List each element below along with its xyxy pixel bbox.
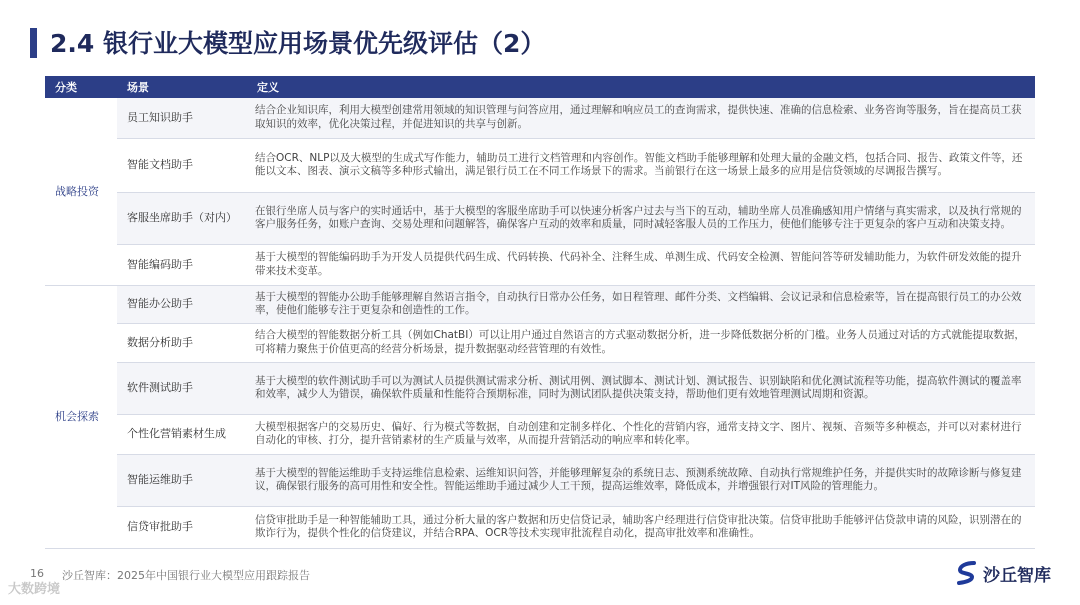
brand-logo [956,560,1051,586]
table-row [45,414,1035,454]
header-scene: 场景 [117,76,247,98]
brand-name: 沙丘智库 [983,565,1051,586]
definition-cell: 结合大模型的智能数据分析工具（例如ChatBI）可以让用户通过自然语言的方式驱动数据分析，进一步降低数据分析的门槛。业务人员通过对话的方式就能提取数据，可将精力聚焦于价值更高的经营分析场景，提升数据驱动经营管理的有效性。 [247,323,1035,362]
source-note: 沙丘智库：2025年中国银行业大模型应用跟踪报告 [62,569,310,582]
table-row [45,506,1035,548]
definition-cell: 基于大模型的软件测试助手可以为测试人员提供测试需求分析、测试用例、测试脚本、测试计划、测试报告、识别缺陷和优化测试流程等功能，提高软件测试的覆盖率和效率，减少人为错误，确保软件质量和性能符合预期标准，同时为测试团队提供决策支持，帮助他们更有效地管理测试周期和资源。 [247,362,1035,414]
category-exploration: 机会探索 [45,285,117,548]
definition-cell: 大模型根据客户的交易历史、偏好、行为模式等数据，自动创建和定制多样化、个性化的营销内容，通常支持文字、图片、视频、音频等多种模态，并可以对素材进行自动化的审核、打分，提升营销素材的生产质量与效率，从而提升营销活动的响应率和转化率。 [247,414,1035,454]
watermark: 大数跨境 [8,582,61,597]
scene-cell: 软件测试助手 [117,362,247,414]
table-row [45,454,1035,506]
shaqiu-logo-icon [956,560,978,586]
table-row [45,192,1035,244]
definition-cell: 基于大模型的智能办公助手能够理解自然语言指令，自动执行日常办公任务，如日程管理、邮件分类、文档编辑、会议记录和信息检索等，旨在提高银行员工的办公效率，使他们能够专注于更复杂和创造性的工作。 [247,285,1035,323]
category-strategic: 战略投资 [45,98,117,285]
scene-cell: 智能办公助手 [117,285,247,323]
scenario-table [45,76,1035,549]
page-title: 2.4 银行业大模型应用场景优先级评估（2） [50,29,546,58]
definition-cell: 基于大模型的智能编码助手为开发人员提供代码生成、代码转换、代码补全、注释生成、单测生成、代码安全检测、智能问答等研发辅助能力，为软件研发效能的提升带来技术变革。 [247,244,1035,285]
page-number: 16 [30,567,44,580]
definition-cell: 基于大模型的智能运维助手支持运维信息检索、运维知识问答，并能够理解复杂的系统日志、预测系统故障、自动执行常规维护任务，并提供实时的故障诊断与修复建议，确保银行服务的高可用性和安全性。智能运维助手通过减少人工干预，提高运维效率，降低成本，并增强银行对IT风险的管理能力。 [247,454,1035,506]
table-row [45,138,1035,192]
scene-cell: 信贷审批助手 [117,506,247,548]
table-row [45,323,1035,362]
table-row [45,244,1035,285]
scene-cell: 个性化营销素材生成 [117,414,247,454]
scene-cell: 智能运维助手 [117,454,247,506]
definition-cell: 结合企业知识库，利用大模型创建常用领域的知识管理与问答应用，通过理解和响应员工的查询需求，提供快速、准确的信息检索、业务咨询等服务，旨在提高员工获取知识的效率，优化决策过程，并促进知识的共享与创新。 [247,98,1035,138]
table-row [45,285,1035,323]
definition-cell: 信贷审批助手是一种智能辅助工具，通过分析大量的客户数据和历史信贷记录，辅助客户经理进行信贷审批决策。信贷审批助手能够评估贷款申请的风险，识别潜在的欺诈行为，提供个性化的信贷建议，并结合RPA、OCR等技术实现审批流程自动化，提高审批效率和准确性。 [247,506,1035,548]
scene-cell: 智能文档助手 [117,138,247,192]
header-category: 分类 [45,76,117,98]
definition-cell: 结合OCR、NLP以及大模型的生成式写作能力，辅助员工进行文档管理和内容创作。智能文档助手能够理解和处理大量的金融文档，包括合同、报告、政策文件等，还能以文本、图表、演示文稿等多种形式输出，满足银行员工在不同工作场景下的需求。当前银行在这一场景上最多的应用是信贷领域的尽调报告撰写。 [247,138,1035,192]
scene-cell: 数据分析助手 [117,323,247,362]
title-accent-bar [30,28,37,58]
table-row [45,362,1035,414]
table-header-row [45,76,1035,98]
scene-cell: 客服坐席助手（对内） [117,192,247,244]
table-row [45,98,1035,138]
definition-cell: 在银行坐席人员与客户的实时通话中，基于大模型的客服坐席助手可以快速分析客户过去与当下的互动，辅助坐席人员准确感知用户情绪与真实需求，以及执行常规的客户服务任务，如账户查询、交易处理和问题解答，确保客户互动的效率和质量，同时减轻客服人员的工作压力，使他们能够专注于更复杂的客户互动和决策支持。 [247,192,1035,244]
scene-cell: 智能编码助手 [117,244,247,285]
scene-cell: 员工知识助手 [117,98,247,138]
header-definition: 定义 [247,76,1035,98]
